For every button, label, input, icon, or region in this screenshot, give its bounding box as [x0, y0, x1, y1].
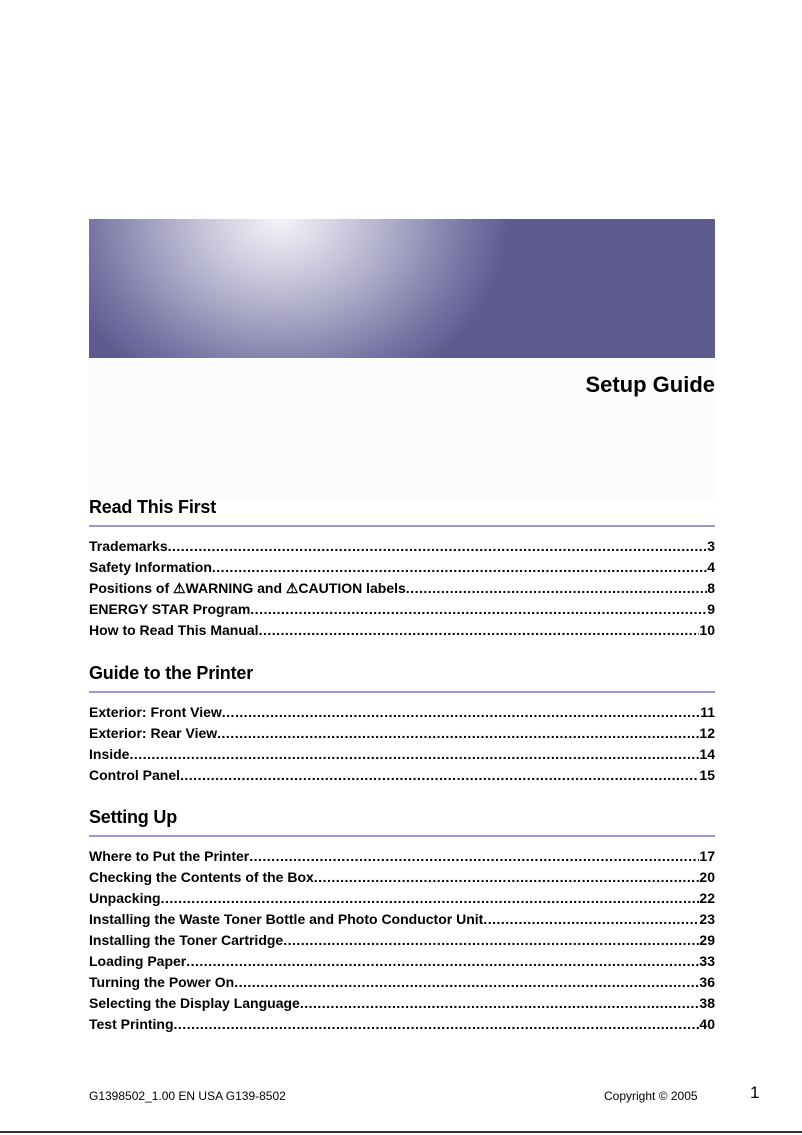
toc-entry-title[interactable]: Exterior: Front View	[89, 704, 222, 720]
dot-leader	[180, 765, 699, 786]
toc-entry-page[interactable]: 33	[699, 953, 715, 969]
toc-entry[interactable]	[89, 765, 715, 786]
dot-leader	[161, 888, 700, 909]
page-number: 1	[750, 1083, 760, 1102]
toc-section	[89, 663, 715, 786]
toc-entry-title[interactable]: Control Panel	[89, 767, 181, 783]
toc-entry[interactable]	[89, 972, 715, 993]
toc-entry[interactable]	[89, 909, 715, 930]
toc-entry[interactable]	[89, 557, 715, 578]
toc-entry-page[interactable]: 20	[699, 869, 715, 885]
toc-entry-page[interactable]: 36	[699, 974, 715, 990]
toc-entry-page[interactable]: 29	[699, 932, 715, 948]
toc-entry[interactable]	[89, 599, 715, 620]
toc-entry-page[interactable]: 40	[699, 1016, 715, 1032]
section-rule	[89, 691, 715, 693]
dot-leader	[129, 744, 699, 765]
document-title: Setup Guide	[585, 372, 715, 397]
toc-entry-title[interactable]: Exterior: Rear View	[89, 725, 218, 741]
section-rule	[89, 525, 715, 527]
document-code: G1398502_1.00 EN USA G139-8502	[89, 1089, 286, 1103]
toc-entry-page[interactable]: 10	[699, 622, 715, 638]
dot-leader	[212, 557, 707, 578]
dot-leader	[483, 909, 699, 930]
section-rule	[89, 835, 715, 837]
toc-entry-title[interactable]: Safety Information	[89, 559, 212, 575]
toc-entry-page[interactable]: 17	[699, 848, 715, 864]
dot-leader	[283, 930, 699, 951]
toc-entry-title[interactable]: Selecting the Display Language	[89, 995, 300, 1011]
toc-entry-title[interactable]: Unpacking	[89, 890, 161, 906]
toc-entry-page[interactable]: 14	[699, 746, 715, 762]
toc-entry[interactable]	[89, 867, 715, 888]
toc-entry-page[interactable]: 11	[700, 704, 715, 720]
section-heading: Read This First	[89, 497, 217, 517]
cover-banner	[89, 219, 715, 358]
dot-leader	[314, 867, 700, 888]
toc-entry[interactable]	[89, 951, 715, 972]
toc-entry[interactable]	[89, 744, 715, 765]
page-edge-divider	[0, 1131, 802, 1133]
toc-section	[89, 497, 715, 641]
toc-entry[interactable]	[89, 846, 715, 867]
dot-leader	[406, 578, 707, 599]
dot-leader	[186, 951, 699, 972]
toc-entry-title[interactable]: Inside	[89, 746, 130, 762]
toc-entry-title[interactable]: Test Printing	[89, 1016, 174, 1032]
toc-entry-page[interactable]: 15	[699, 767, 715, 783]
toc-entry-title[interactable]: Turning the Power On	[89, 974, 235, 990]
dot-leader	[300, 993, 700, 1014]
toc-entry-title[interactable]: Installing the Waste Toner Bottle and Photo Conductor Unit	[89, 911, 484, 927]
toc-entry-page[interactable]: 23	[699, 911, 715, 927]
dot-leader	[259, 620, 700, 641]
toc-entry[interactable]	[89, 993, 715, 1014]
section-heading: Guide to the Printer	[89, 663, 254, 683]
dot-leader	[217, 723, 699, 744]
toc-entry-page[interactable]: 38	[699, 995, 715, 1011]
toc-entry-page[interactable]: 8	[707, 580, 715, 596]
toc-entry[interactable]	[89, 1014, 715, 1035]
toc-entry-page[interactable]: 4	[707, 559, 715, 575]
toc-entry[interactable]	[89, 578, 715, 599]
toc-entry-page[interactable]: 3	[707, 538, 715, 554]
toc-entry-title[interactable]: Where to Put the Printer	[89, 848, 250, 864]
toc-entry-title[interactable]: Positions of ⚠WARNING and ⚠CAUTION labels	[89, 580, 406, 596]
dot-leader	[250, 599, 707, 620]
toc-entry-page[interactable]: 12	[699, 725, 715, 741]
toc-entry-page[interactable]: 9	[707, 601, 715, 617]
toc-entry-title[interactable]: How to Read This Manual	[89, 622, 259, 638]
toc-entry[interactable]	[89, 888, 715, 909]
toc-entry-title[interactable]: Loading Paper	[89, 953, 187, 969]
dot-leader	[168, 536, 708, 557]
dot-leader	[174, 1014, 700, 1035]
dot-leader	[249, 846, 699, 867]
toc-entry[interactable]	[89, 536, 715, 557]
toc-entry[interactable]	[89, 620, 715, 641]
dot-leader	[234, 972, 699, 993]
toc-entry-page[interactable]: 22	[699, 890, 715, 906]
toc-entry-title[interactable]: Checking the Contents of the Box	[89, 869, 314, 885]
toc-entry[interactable]	[89, 930, 715, 951]
toc-entry-title[interactable]: ENERGY STAR Program	[89, 601, 251, 617]
toc-entry[interactable]	[89, 702, 715, 723]
toc-entry-title[interactable]: Trademarks	[89, 538, 168, 554]
dot-leader	[222, 702, 700, 723]
toc-section	[89, 807, 715, 1035]
section-heading: Setting Up	[89, 807, 177, 827]
copyright: Copyright © 2005	[604, 1089, 698, 1103]
toc-entry[interactable]	[89, 723, 715, 744]
toc-entry-title[interactable]: Installing the Toner Cartridge	[89, 932, 284, 948]
